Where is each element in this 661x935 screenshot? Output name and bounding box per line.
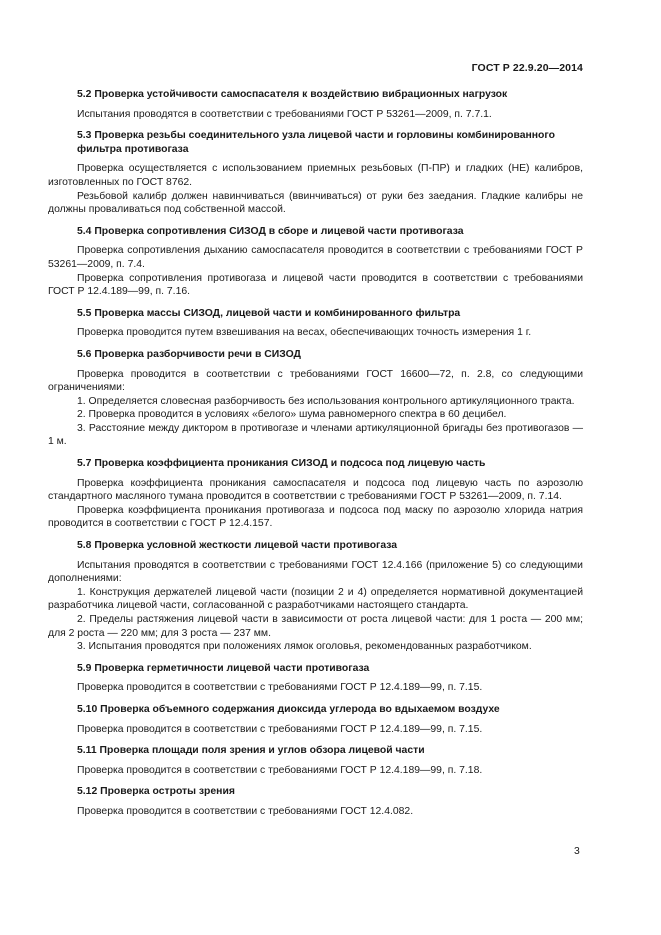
paragraph: Проверка коэффициента проникания самоспасателя и подсоса под лицевую часть по аэрозолю стандартного масляного тумана проводится в соответствии с требованиями ГОСТ Р 53261—2009, п. 7.14. <box>48 477 583 503</box>
paragraph: Проверка сопротивления противогаза и лицевой части проводится в соответствии с требованиями ГОСТ Р 12.4.189—99, п. 7.16. <box>48 272 583 298</box>
paragraph: Испытания проводятся в соответствии с требованиями ГОСТ Р 53261—2009, п. 7.7.1. <box>77 108 492 120</box>
document-body <box>48 88 583 827</box>
section-heading: 5.11 Проверка площади поля зрения и углов обзора лицевой части <box>77 745 425 757</box>
paragraph: Проверка сопротивления дыханию самоспасателя проводится в соответствии с требованиями ГОСТ Р 53261—2009, п. 7.4. <box>48 245 583 270</box>
section <box>48 225 583 299</box>
section-heading: 5.7 Проверка коэффициента проникания СИЗОД и подсоса под лицевую часть <box>77 458 486 470</box>
paragraph: 2. Пределы растяжения лицевой части в зависимости от роста лицевой части: для 1 роста — 200 мм; для 2 роста — 220 мм; для 3 роста — 237 мм. <box>48 614 583 639</box>
paragraph: 3. Испытания проводятся при положениях лямок оголовья, рекомендованных разработчиком. <box>77 641 532 653</box>
paragraph: Проверка проводится в соответствии с требованиями ГОСТ Р 12.4.189—99, п. 7.15. <box>77 682 483 694</box>
section <box>48 539 583 654</box>
section-heading: 5.4 Проверка сопротивления СИЗОД в сборе и лицевой части противогаза <box>77 225 464 237</box>
paragraph: Испытания проводятся в соответствии с требованиями ГОСТ 12.4.166 (приложение 5) со следующими дополнениями: <box>48 559 583 585</box>
section <box>48 129 583 217</box>
paragraph: Проверка коэффициента проникания противогаза и подсоса под маску по аэрозолю хлорида натрия проводится в соответствии с ГОСТ Р 12.4.157. <box>48 504 583 530</box>
paragraph: Проверка проводится в соответствии с требованиями ГОСТ 16600—72, п. 2.8, со следующими ограничениями: <box>48 368 583 394</box>
section-heading: 5.2 Проверка устойчивости самоспасателя к воздействию вибрационных нагрузок <box>77 89 508 100</box>
section <box>48 88 583 121</box>
section-heading: 5.10 Проверка объемного содержания диоксида углерода во вдыхаемом воздухе <box>77 703 500 715</box>
page-number: 3 <box>574 846 580 857</box>
paragraph: Проверка осуществляется с использованием приемных резьбовых (П-ПР) и гладких (НЕ) калибров, изготовленных по ГОСТ 8762. <box>48 163 583 188</box>
paragraph: 2. Проверка проводится в условиях «белого» шума равномерного спектра в 60 децибел. <box>77 409 507 421</box>
paragraph: Проверка проводится в соответствии с требованиями ГОСТ Р 12.4.189—99, п. 7.15. <box>77 723 483 735</box>
section <box>48 662 583 695</box>
section <box>48 457 583 531</box>
section <box>48 703 583 736</box>
paragraph: Резьбовой калибр должен навинчиваться (ввинчиваться) от руки без заедания. Гладкие калибры не должны проваливаться под собственной массой. <box>48 190 583 216</box>
section-heading: 5.12 Проверка остроты зрения <box>77 786 235 798</box>
section <box>48 744 583 777</box>
section-heading: 5.8 Проверка условной жесткости лицевой части противогаза <box>77 540 398 552</box>
paragraph: 1. Определяется словесная разборчивость без использования контрольного артикуляционного тракта. <box>77 395 575 407</box>
paragraph: Проверка проводится в соответствии с требованиями ГОСТ Р 12.4.189—99, п. 7.18. <box>77 764 483 776</box>
section <box>48 785 583 818</box>
section <box>48 307 583 340</box>
paragraph: Проверка проводится в соответствии с требованиями ГОСТ 12.4.082. <box>77 805 414 817</box>
section-heading: 5.3 Проверка резьбы соединительного узла лицевой части и горловины комбинированного фильтра противогаза <box>77 130 555 155</box>
document-header: ГОСТ Р 22.9.20—2014 <box>471 62 583 74</box>
section-heading: 5.6 Проверка разборчивости речи в СИЗОД <box>77 348 301 360</box>
paragraph: Проверка проводится путем взвешивания на весах, обеспечивающих точность измерения 1 г. <box>77 327 532 339</box>
paragraph: 3. Расстояние между диктором в противогазе и членами артикуляционной бригады без противогазов — 1 м. <box>48 422 583 448</box>
section-heading: 5.9 Проверка герметичности лицевой части противогаза <box>77 662 370 674</box>
section <box>48 348 583 449</box>
section-heading: 5.5 Проверка массы СИЗОД, лицевой части и комбинированного фильтра <box>77 307 461 319</box>
paragraph: 1. Конструкция держателей лицевой части (позиции 2 и 4) определяется нормативной документацией разработчика лицевой части, согласованной с разработчиками настоящего стандарта. <box>48 586 583 612</box>
